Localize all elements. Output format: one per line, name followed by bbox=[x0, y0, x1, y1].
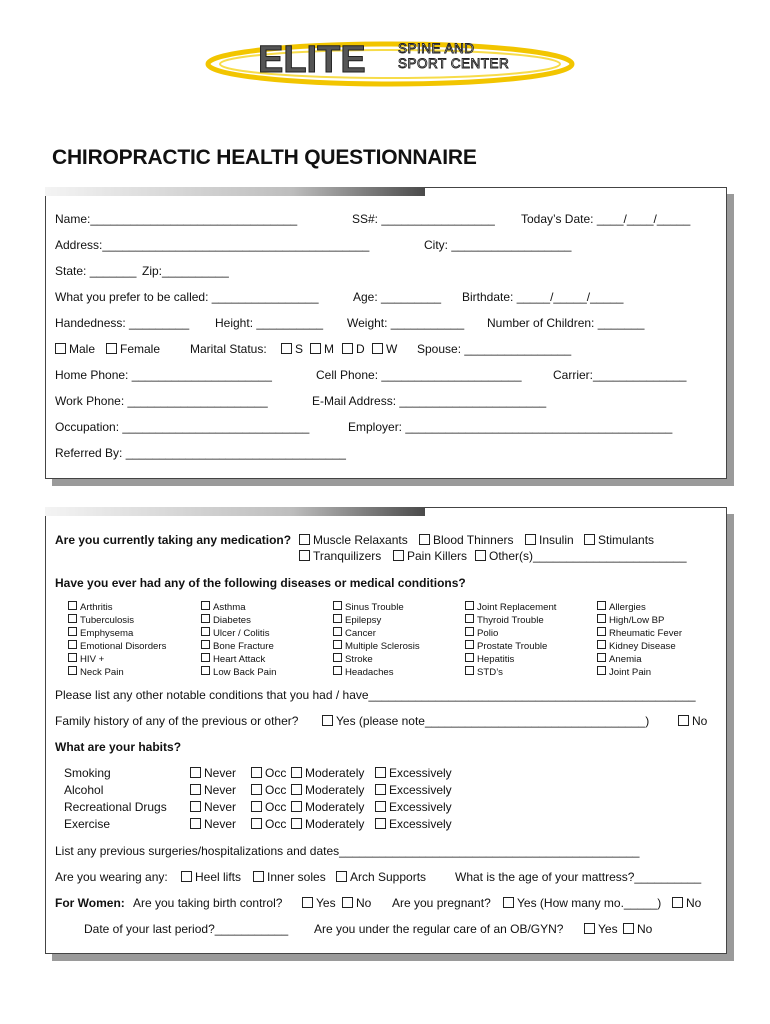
family-history-question: Family history of any of the previous or other? bbox=[55, 714, 299, 728]
female-checkbox[interactable] bbox=[106, 343, 117, 354]
female-label: Female bbox=[120, 342, 161, 356]
med-blood-thinners[interactable] bbox=[419, 533, 514, 547]
checkbox[interactable] bbox=[190, 801, 201, 812]
height-field[interactable]: Height: __________ bbox=[215, 316, 324, 330]
checkbox[interactable] bbox=[333, 640, 342, 649]
option-label: Excessively bbox=[389, 766, 452, 780]
male-label: Male bbox=[69, 342, 96, 356]
habit-option[interactable] bbox=[375, 800, 452, 814]
option-label: Pain Killers bbox=[407, 549, 468, 563]
checkbox[interactable] bbox=[597, 653, 606, 662]
habit-option[interactable] bbox=[291, 783, 364, 797]
condition-label: Kidney Disease bbox=[609, 641, 676, 652]
checkbox[interactable] bbox=[333, 627, 342, 636]
checkbox[interactable] bbox=[419, 534, 430, 545]
section-tab bbox=[45, 507, 425, 516]
option-label: Yes (How many mo._____) bbox=[517, 896, 662, 910]
condition-option[interactable] bbox=[465, 601, 556, 614]
name-field[interactable]: Name:_______________________________ bbox=[55, 212, 298, 226]
checkbox[interactable] bbox=[251, 767, 262, 778]
condition-label: Joint Pain bbox=[609, 667, 652, 678]
obgyn-yes[interactable] bbox=[584, 922, 618, 936]
age-field[interactable]: Age: _________ bbox=[353, 290, 442, 304]
condition-option[interactable] bbox=[597, 653, 642, 666]
checkbox[interactable] bbox=[597, 666, 606, 675]
condition-label: Tuberculosis bbox=[80, 615, 135, 626]
med-muscle-relaxants[interactable] bbox=[299, 533, 408, 547]
birth-control-question: Are you taking birth control? bbox=[133, 896, 283, 910]
checkbox[interactable] bbox=[465, 653, 474, 662]
condition-label: Arthritis bbox=[80, 602, 113, 613]
checkbox[interactable] bbox=[475, 550, 486, 561]
checkbox[interactable] bbox=[190, 784, 201, 795]
family-history-yes[interactable] bbox=[322, 714, 649, 728]
checkbox[interactable] bbox=[597, 614, 606, 623]
condition-option[interactable] bbox=[597, 666, 651, 679]
checkbox[interactable] bbox=[465, 601, 474, 610]
habit-option[interactable] bbox=[375, 766, 452, 780]
habit-option[interactable] bbox=[190, 766, 236, 780]
checkbox[interactable] bbox=[322, 715, 333, 726]
logo-line1: SPINE AND bbox=[398, 41, 475, 56]
condition-option[interactable] bbox=[597, 640, 676, 653]
habit-option[interactable] bbox=[291, 766, 364, 780]
checkbox[interactable] bbox=[465, 614, 474, 623]
checkbox[interactable] bbox=[201, 666, 210, 675]
checkbox[interactable] bbox=[68, 666, 77, 675]
option-label: Moderately bbox=[305, 766, 365, 780]
employer-field[interactable]: Employer: ________________________________________ bbox=[348, 420, 673, 434]
personal-info-section bbox=[45, 187, 727, 479]
birth-control-yes[interactable] bbox=[302, 896, 336, 910]
condition-label: Cancer bbox=[345, 628, 376, 639]
checkbox[interactable] bbox=[672, 897, 683, 908]
checkbox[interactable] bbox=[251, 818, 262, 829]
condition-label: Prostate Trouble bbox=[477, 641, 548, 652]
male-option[interactable] bbox=[55, 342, 95, 356]
habit-option[interactable] bbox=[190, 800, 236, 814]
option-label: Yes (please note_________________________________) bbox=[336, 714, 650, 728]
checkbox[interactable] bbox=[503, 897, 514, 908]
elite-logo bbox=[200, 28, 575, 88]
condition-label: Sinus Trouble bbox=[345, 602, 404, 613]
obgyn-no[interactable] bbox=[623, 922, 652, 936]
logo-line2: SPORT CENTER bbox=[398, 56, 510, 71]
option-label: Never bbox=[204, 817, 237, 831]
marital-m-option[interactable] bbox=[310, 342, 334, 356]
condition-label: HIV + bbox=[80, 654, 105, 665]
option-label: Never bbox=[204, 783, 237, 797]
work-phone-field[interactable]: Work Phone: _____________________ bbox=[55, 394, 268, 408]
option-label: Yes bbox=[598, 922, 618, 936]
condition-label: Joint Replacement bbox=[477, 602, 557, 613]
condition-option[interactable] bbox=[201, 614, 251, 627]
checkbox[interactable] bbox=[333, 666, 342, 675]
checkbox[interactable] bbox=[302, 897, 313, 908]
condition-option[interactable] bbox=[465, 614, 544, 627]
condition-option[interactable] bbox=[597, 627, 682, 640]
habit-option[interactable] bbox=[251, 800, 286, 814]
condition-option[interactable] bbox=[597, 601, 646, 614]
condition-option[interactable] bbox=[333, 614, 381, 627]
marital-s-checkbox[interactable] bbox=[281, 343, 292, 354]
marital-w-option[interactable] bbox=[372, 342, 397, 356]
option-label: Heel lifts bbox=[195, 870, 242, 884]
checkbox[interactable] bbox=[584, 534, 595, 545]
condition-label: Stroke bbox=[345, 654, 373, 665]
referred-by-field[interactable]: Referred By: _________________________________ bbox=[55, 446, 346, 460]
checkbox[interactable] bbox=[68, 640, 77, 649]
habit-option[interactable] bbox=[375, 817, 452, 831]
home-phone-field[interactable]: Home Phone: _____________________ bbox=[55, 368, 272, 382]
condition-label: Neck Pain bbox=[80, 667, 124, 678]
condition-label: Thyroid Trouble bbox=[477, 615, 544, 626]
wear-arch-supports[interactable] bbox=[336, 870, 426, 884]
condition-label: Hepatitis bbox=[477, 654, 515, 665]
condition-label: Polio bbox=[477, 628, 499, 639]
option-label: Moderately bbox=[305, 817, 365, 831]
habit-label: Smoking bbox=[64, 766, 111, 780]
option-label: No bbox=[686, 896, 702, 910]
condition-option[interactable] bbox=[465, 627, 498, 640]
option-label: Occ bbox=[265, 800, 287, 814]
checkbox[interactable] bbox=[68, 601, 77, 610]
med-insulin[interactable] bbox=[525, 533, 574, 547]
checkbox[interactable] bbox=[201, 601, 210, 610]
conditions-question: Have you ever had any of the following diseases or medical conditions? bbox=[55, 576, 466, 590]
medical-history-section bbox=[45, 507, 727, 954]
condition-option[interactable] bbox=[68, 666, 124, 679]
condition-label: Emphysema bbox=[80, 628, 134, 639]
condition-label: High/Low BP bbox=[609, 615, 665, 626]
med-stimulants[interactable] bbox=[584, 533, 654, 547]
option-label: No bbox=[356, 896, 372, 910]
option-label: Excessively bbox=[389, 817, 452, 831]
option-label: Moderately bbox=[305, 800, 365, 814]
habit-option[interactable] bbox=[251, 817, 286, 831]
habit-option[interactable] bbox=[251, 783, 286, 797]
option-label: Yes bbox=[316, 896, 336, 910]
condition-label: Rheumatic Fever bbox=[609, 628, 683, 639]
option-label: Never bbox=[204, 800, 237, 814]
pregnant-yes[interactable] bbox=[503, 896, 661, 910]
condition-label: Diabetes bbox=[213, 615, 251, 626]
page-title: CHIROPRACTIC HEALTH QUESTIONNAIRE bbox=[52, 146, 477, 169]
marital-d-label: D bbox=[356, 342, 365, 356]
last-period-field[interactable]: Date of your last period?___________ bbox=[84, 922, 289, 936]
condition-option[interactable] bbox=[465, 666, 503, 679]
ss-field[interactable]: SS#: _________________ bbox=[352, 212, 495, 226]
option-label: Excessively bbox=[389, 783, 452, 797]
marital-s-option[interactable] bbox=[281, 342, 303, 356]
children-field[interactable]: Number of Children: _______ bbox=[487, 316, 645, 330]
condition-option[interactable] bbox=[201, 627, 270, 640]
condition-option[interactable] bbox=[201, 601, 246, 614]
option-label: Excessively bbox=[389, 800, 452, 814]
checkbox[interactable] bbox=[333, 614, 342, 623]
checkbox[interactable] bbox=[253, 871, 264, 882]
checkbox[interactable] bbox=[597, 640, 606, 649]
marital-status-label: Marital Status: bbox=[190, 342, 267, 356]
condition-option[interactable] bbox=[68, 614, 134, 627]
condition-label: Epilepsy bbox=[345, 615, 382, 626]
checkbox[interactable] bbox=[201, 627, 210, 636]
marital-m-label: M bbox=[324, 342, 334, 356]
obgyn-question: Are you under the regular care of an OB/GYN? bbox=[314, 922, 564, 936]
other-conditions-field[interactable]: Please list any other notable conditions that you had / have_________________________________________________ bbox=[55, 688, 696, 702]
checkbox[interactable] bbox=[201, 640, 210, 649]
marital-s-label: S bbox=[295, 342, 304, 356]
habit-option[interactable] bbox=[251, 766, 286, 780]
habit-option[interactable] bbox=[291, 817, 364, 831]
option-label: Muscle Relaxants bbox=[313, 533, 408, 547]
option-label: Inner soles bbox=[267, 870, 326, 884]
checkbox[interactable] bbox=[678, 715, 689, 726]
condition-option[interactable] bbox=[333, 627, 376, 640]
med-pain-killers[interactable] bbox=[393, 549, 467, 563]
option-label: No bbox=[637, 922, 653, 936]
condition-label: Ulcer / Colitis bbox=[213, 628, 270, 639]
condition-label: Anemia bbox=[609, 654, 642, 665]
condition-option[interactable] bbox=[201, 666, 276, 679]
condition-label: Asthma bbox=[213, 602, 246, 613]
checkbox[interactable] bbox=[375, 801, 386, 812]
condition-label: Bone Fracture bbox=[213, 641, 274, 652]
option-label: Occ bbox=[265, 783, 287, 797]
checkbox[interactable] bbox=[291, 818, 302, 829]
pregnant-question: Are you pregnant? bbox=[392, 896, 491, 910]
family-history-no[interactable] bbox=[678, 714, 707, 728]
condition-option[interactable] bbox=[333, 666, 394, 679]
habit-label: Alcohol bbox=[64, 783, 104, 797]
female-option[interactable] bbox=[106, 342, 160, 356]
condition-label: Multiple Sclerosis bbox=[345, 641, 420, 652]
option-label: Insulin bbox=[539, 533, 574, 547]
checkbox[interactable] bbox=[525, 534, 536, 545]
condition-option[interactable] bbox=[465, 653, 514, 666]
marital-d-checkbox[interactable] bbox=[342, 343, 353, 354]
checkbox[interactable] bbox=[465, 666, 474, 675]
condition-label: Low Back Pain bbox=[213, 667, 277, 678]
condition-option[interactable] bbox=[597, 614, 664, 627]
option-label: Arch Supports bbox=[350, 870, 427, 884]
option-label: Blood Thinners bbox=[433, 533, 514, 547]
wear-heel-lifts[interactable] bbox=[181, 870, 241, 884]
option-label: Moderately bbox=[305, 783, 365, 797]
condition-option[interactable] bbox=[333, 640, 420, 653]
checkbox[interactable] bbox=[190, 818, 201, 829]
state-field[interactable]: State: _______ bbox=[55, 264, 137, 278]
for-women-label: For Women: bbox=[55, 896, 125, 910]
checkbox[interactable] bbox=[291, 801, 302, 812]
handedness-field[interactable]: Handedness: _________ bbox=[55, 316, 190, 330]
condition-option[interactable] bbox=[465, 640, 547, 653]
checkbox[interactable] bbox=[465, 640, 474, 649]
logo-word: ELITE bbox=[258, 39, 366, 81]
section-tab bbox=[45, 187, 425, 196]
checkbox[interactable] bbox=[251, 784, 262, 795]
checkbox[interactable] bbox=[336, 871, 347, 882]
option-label: Stimulants bbox=[598, 533, 655, 547]
option-label: No bbox=[692, 714, 708, 728]
checkbox[interactable] bbox=[375, 784, 386, 795]
preferred-name-field[interactable]: What you prefer to be called: ________________ bbox=[55, 290, 319, 304]
checkbox[interactable] bbox=[299, 534, 310, 545]
checkbox[interactable] bbox=[201, 653, 210, 662]
condition-label: Allergies bbox=[609, 602, 646, 613]
marital-w-checkbox[interactable] bbox=[372, 343, 383, 354]
condition-option[interactable] bbox=[201, 640, 274, 653]
option-label: Never bbox=[204, 766, 237, 780]
birth-control-no[interactable] bbox=[342, 896, 371, 910]
checkbox[interactable] bbox=[584, 923, 595, 934]
checkbox[interactable] bbox=[375, 767, 386, 778]
todays-date-field[interactable]: Today’s Date: ____/____/_____ bbox=[521, 212, 691, 226]
checkbox[interactable] bbox=[201, 614, 210, 623]
option-label: Other(s)_______________________ bbox=[489, 549, 687, 563]
marital-d-option[interactable] bbox=[342, 342, 365, 356]
condition-option[interactable] bbox=[68, 601, 113, 614]
checkbox[interactable] bbox=[393, 550, 404, 561]
address-field[interactable]: Address:________________________________________ bbox=[55, 238, 370, 252]
condition-label: STD’s bbox=[477, 667, 503, 678]
habit-option[interactable] bbox=[190, 817, 236, 831]
weight-field[interactable]: Weight: ___________ bbox=[347, 316, 465, 330]
zip-field[interactable]: Zip:__________ bbox=[142, 264, 229, 278]
checkbox[interactable] bbox=[68, 653, 77, 662]
condition-option[interactable] bbox=[68, 640, 166, 653]
option-label: Occ bbox=[265, 766, 287, 780]
checkbox[interactable] bbox=[375, 818, 386, 829]
habit-label: Exercise bbox=[64, 817, 111, 831]
condition-label: Heart Attack bbox=[213, 654, 266, 665]
med-tranquilizers[interactable] bbox=[299, 549, 381, 563]
checkbox[interactable] bbox=[291, 767, 302, 778]
checkbox[interactable] bbox=[291, 784, 302, 795]
email-field[interactable]: E-Mail Address: ______________________ bbox=[312, 394, 547, 408]
marital-w-label: W bbox=[386, 342, 398, 356]
option-label: Tranquilizers bbox=[313, 549, 382, 563]
wearing-question: Are you wearing any: bbox=[55, 870, 168, 884]
checkbox[interactable] bbox=[251, 801, 262, 812]
surgeries-field[interactable]: List any previous surgeries/hospitalizations and dates_____________________________________________ bbox=[55, 844, 640, 858]
checkbox[interactable] bbox=[181, 871, 192, 882]
medication-question: Are you currently taking any medication? bbox=[55, 533, 292, 547]
wear-inner-soles[interactable] bbox=[253, 870, 326, 884]
occupation-field[interactable]: Occupation: ____________________________ bbox=[55, 420, 310, 434]
city-field[interactable]: City: __________________ bbox=[424, 238, 572, 252]
marital-m-checkbox[interactable] bbox=[310, 343, 321, 354]
male-checkbox[interactable] bbox=[55, 343, 66, 354]
med-others[interactable] bbox=[475, 549, 687, 563]
checkbox[interactable] bbox=[190, 767, 201, 778]
checkbox[interactable] bbox=[68, 614, 77, 623]
condition-option[interactable] bbox=[333, 601, 404, 614]
mattress-age-field[interactable]: What is the age of your mattress?__________ bbox=[455, 870, 702, 884]
option-label: Occ bbox=[265, 817, 287, 831]
pregnant-no[interactable] bbox=[672, 896, 701, 910]
habits-question: What are your habits? bbox=[55, 740, 182, 754]
condition-option[interactable] bbox=[68, 653, 104, 666]
checkbox[interactable] bbox=[299, 550, 310, 561]
carrier-field[interactable]: Carrier:______________ bbox=[553, 368, 687, 382]
birthdate-field[interactable]: Birthdate: _____/_____/_____ bbox=[462, 290, 624, 304]
checkbox[interactable] bbox=[333, 653, 342, 662]
checkbox[interactable] bbox=[342, 897, 353, 908]
habit-label: Recreational Drugs bbox=[64, 800, 167, 814]
checkbox[interactable] bbox=[597, 627, 606, 636]
checkbox[interactable] bbox=[68, 627, 77, 636]
checkbox[interactable] bbox=[333, 601, 342, 610]
cell-phone-field[interactable]: Cell Phone: _____________________ bbox=[316, 368, 522, 382]
checkbox[interactable] bbox=[623, 923, 634, 934]
habit-option[interactable] bbox=[375, 783, 452, 797]
habit-option[interactable] bbox=[190, 783, 236, 797]
condition-label: Headaches bbox=[345, 667, 394, 678]
spouse-field[interactable]: Spouse: ________________ bbox=[417, 342, 572, 356]
checkbox[interactable] bbox=[597, 601, 606, 610]
condition-option[interactable] bbox=[201, 653, 265, 666]
condition-label: Emotional Disorders bbox=[80, 641, 167, 652]
checkbox[interactable] bbox=[465, 627, 474, 636]
habit-option[interactable] bbox=[291, 800, 364, 814]
condition-option[interactable] bbox=[333, 653, 373, 666]
condition-option[interactable] bbox=[68, 627, 133, 640]
